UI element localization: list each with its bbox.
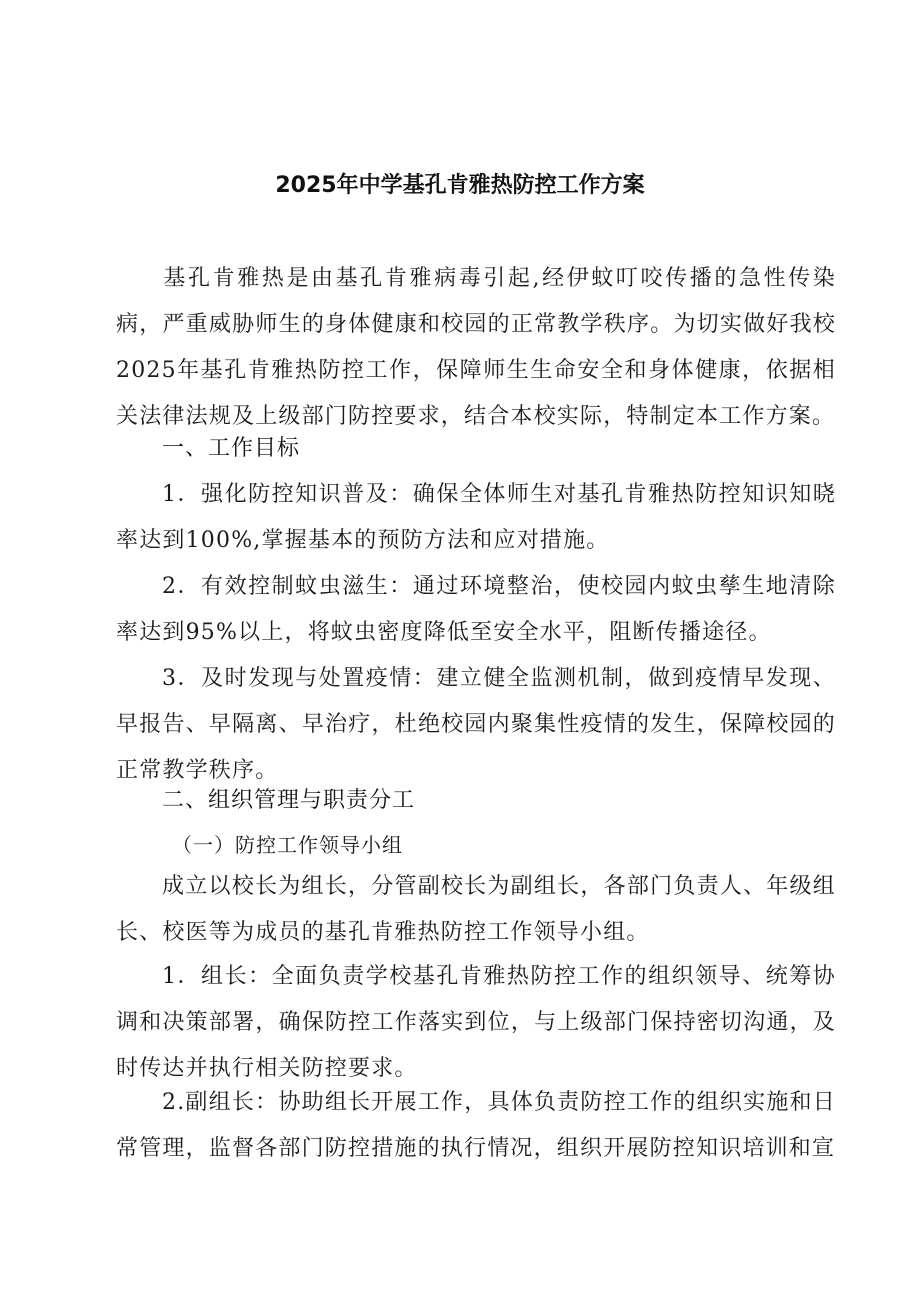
body-paragraph-text: 成立以校长为组长，分管副校长为副组长，各部门负责人、年级组长、校医等为成员的基孔肯雅热防控工作领导小组。: [116, 874, 836, 945]
goal-item: [116, 564, 836, 656]
goal-item-text: 3．及时发现与处置疫情：建立健全监测机制，做到疫情早发现、早报告、早隔离、早治疗，杜绝校园内聚集性疫情的发生，保障校园的正常教学秩序。: [116, 666, 836, 783]
body-paragraph: [116, 864, 836, 956]
subsection-heading: （一）防控工作领导小组: [172, 833, 403, 857]
duty-item: [116, 1080, 836, 1172]
intro-paragraph: [116, 256, 836, 440]
intro-text: 基孔肯雅热是由基孔肯雅病毒引起,经伊蚊叮咬传播的急性传染病，严重威胁师生的身体健康和校园的正常教学秩序。为切实做好我校2025年基孔肯雅热防控工作，保障师生生命安全和身体健康，依据相关法律法规及上级部门防控要求，结合本校实际，特制定本工作方案。: [116, 266, 836, 429]
goal-item: [116, 472, 836, 564]
document-title: 2025年中学基孔肯雅热防控工作方案: [275, 173, 645, 198]
duty-item: [116, 954, 836, 1092]
goal-item: [116, 656, 836, 794]
goal-item-text: 2．有效控制蚊虫滋生：通过环境整治，使校园内蚊虫孳生地清除率达到95%以上，将蚊虫密度降低至安全水平，阻断传播途径。: [116, 574, 836, 645]
section-heading-organization: 二、组织管理与职责分工: [162, 788, 416, 813]
goal-item-text: 1．强化防控知识普及：确保全体师生对基孔肯雅热防控知识知晓率达到100%,掌握基本的预防方法和应对措施。: [116, 482, 836, 553]
duty-item-text: 1．组长：全面负责学校基孔肯雅热防控工作的组织领导、统筹协调和决策部署，确保防控工作落实到位，与上级部门保持密切沟通，及时传达并执行相关防控要求。: [116, 964, 836, 1081]
section-heading-goals: 一、工作目标: [162, 436, 301, 461]
duty-item-text: 2.副组长：协助组长开展工作，具体负责防控工作的组织实施和日常管理，监督各部门防控措施的执行情况，组织开展防控知识培训和宣: [116, 1090, 836, 1161]
